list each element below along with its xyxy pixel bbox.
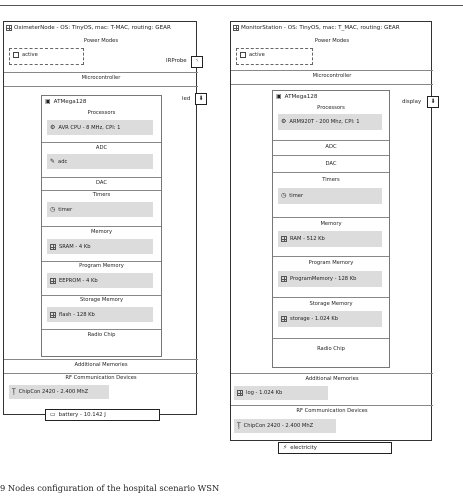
memory-label: Memory xyxy=(90,229,113,235)
power-mode-active[interactable]: active xyxy=(236,48,313,65)
microcontroller-label: Microcontroller xyxy=(81,75,121,81)
power-modes-label: Power Modes xyxy=(314,38,350,44)
divider xyxy=(273,217,389,218)
divider xyxy=(273,297,389,298)
program-memory-item[interactable]: EEPROM - 4 Kb xyxy=(47,273,153,288)
additional-memories-label: Additional Memories xyxy=(74,362,128,368)
program-memory-label: Program Memory xyxy=(308,260,354,266)
atmega-chip-box[interactable] xyxy=(272,90,390,368)
power-modes-label: Power Modes xyxy=(83,38,119,44)
checkbox-icon[interactable] xyxy=(240,52,246,58)
divider xyxy=(231,70,433,71)
memory-item[interactable]: RAM - 512 Kb xyxy=(278,231,382,247)
clock-icon: ◷ xyxy=(281,192,287,199)
memory-icon xyxy=(50,244,56,250)
rf-devices-label: RF Communication Devices xyxy=(65,375,137,381)
cpu-item[interactable]: ⚙ AVR CPU - 8 MHz, CPI: 1 xyxy=(47,120,153,135)
battery-icon: ▭ xyxy=(50,411,56,418)
divider xyxy=(273,338,389,339)
divider xyxy=(273,256,389,257)
battery-port[interactable]: ▭ battery - 10.142 J xyxy=(45,409,160,421)
memory-icon xyxy=(50,278,56,284)
divider xyxy=(42,190,161,191)
chip-title: ▣ ATMega128 xyxy=(276,93,318,100)
dac-label: DAC xyxy=(325,161,337,167)
divider xyxy=(4,86,198,87)
divider xyxy=(42,261,161,262)
arrow-down-icon: ⬇ xyxy=(198,95,204,102)
gear-icon: ⚙ xyxy=(281,118,287,125)
processors-label: Processors xyxy=(317,105,345,111)
microcontroller-label: Microcontroller xyxy=(312,73,352,79)
storage-memory-item[interactable]: storage - 1.024 Kb xyxy=(278,311,382,327)
chip-icon: ▣ xyxy=(276,93,282,100)
storage-memory-label: Storage Memory xyxy=(79,297,124,303)
divider xyxy=(273,155,389,156)
processors-label: Processors xyxy=(87,110,116,116)
antenna-icon: Ţ xyxy=(237,422,241,429)
divider xyxy=(273,140,389,141)
display-port[interactable] xyxy=(427,96,439,108)
divider xyxy=(4,359,198,360)
divider xyxy=(231,405,433,406)
monitor-station-panel[interactable] xyxy=(230,21,432,441)
atmega-chip-box[interactable] xyxy=(41,95,162,357)
divider xyxy=(4,373,198,374)
signal-icon: ◝ xyxy=(195,58,199,65)
rf-device-item[interactable]: Ţ ChipCon 2420 - 2.400 MhZ xyxy=(234,419,336,433)
node-icon xyxy=(6,25,12,31)
divider xyxy=(42,295,161,296)
divider xyxy=(42,177,161,178)
cpu-item[interactable]: ⚙ ARM920T - 200 Mhz, CPI: 1 xyxy=(278,114,382,130)
adc-label: ADC xyxy=(95,145,108,151)
figure-caption: 9 Nodes configuration of the hospital scenario WSN xyxy=(0,483,220,493)
chip-title: ▣ ATMega128 xyxy=(45,98,87,105)
additional-memories-label: Additional Memories xyxy=(305,376,359,382)
timer-item[interactable]: ◷ timer xyxy=(278,188,382,204)
oximeter-node-title: OximeterNode - OS: TinyOS, mac: T-MAC, routing: GEAR xyxy=(6,25,171,31)
irprobe-port[interactable] xyxy=(191,56,203,68)
led-port-label: led xyxy=(182,96,191,102)
memory-icon xyxy=(281,316,287,322)
memory-item[interactable]: SRAM - 4 Kb xyxy=(47,239,153,254)
power-mode-active[interactable]: active xyxy=(9,48,84,65)
memory-label: Memory xyxy=(320,221,342,227)
timers-label: Timers xyxy=(92,192,111,198)
oximeter-node-panel[interactable] xyxy=(3,21,197,415)
memory-icon xyxy=(50,312,56,318)
divider xyxy=(42,142,161,143)
chip-icon: ▣ xyxy=(45,98,51,105)
irprobe-port-label: IRProbe xyxy=(166,58,187,64)
checkbox-icon[interactable] xyxy=(13,52,19,58)
display-port-label: display xyxy=(402,99,422,105)
gear-icon: ⚙ xyxy=(50,123,56,131)
timer-item[interactable]: ◷ timer xyxy=(47,202,153,217)
additional-memory-item[interactable]: log - 1.024 Kb xyxy=(234,386,328,400)
dac-label: DAC xyxy=(96,180,107,186)
memory-icon xyxy=(237,390,243,396)
divider xyxy=(42,329,161,330)
radio-chip-label: Radio Chip xyxy=(87,332,116,338)
program-memory-label: Program Memory xyxy=(79,263,124,269)
timers-label: Timers xyxy=(322,177,340,183)
clock-icon: ◷ xyxy=(50,205,56,213)
arrow-down-icon: ⬇ xyxy=(430,98,436,105)
divider xyxy=(42,226,161,227)
storage-memory-label: Storage Memory xyxy=(309,301,353,307)
program-memory-item[interactable]: ProgramMemory - 128 Kb xyxy=(278,271,382,287)
radio-chip-label: Radio Chip xyxy=(317,346,345,352)
rf-device-item[interactable]: Ţ ChipCon 2420 - 2.400 MhZ xyxy=(9,385,109,399)
rf-devices-label: RF Communication Devices xyxy=(296,408,368,414)
page-top-rule xyxy=(0,5,463,6)
divider xyxy=(273,172,389,173)
adc-label: ADC xyxy=(325,144,337,150)
divider xyxy=(231,373,433,374)
antenna-icon: Ţ xyxy=(12,388,16,395)
node-icon xyxy=(233,25,239,31)
monitor-station-title: MonitorStation - OS: TinyOS, mac: T_MAC, routing: GEAR xyxy=(233,25,400,31)
divider xyxy=(4,72,198,73)
plug-icon: ⚡ xyxy=(283,444,288,451)
storage-memory-item[interactable]: flash - 128 Kb xyxy=(47,307,153,322)
electricity-port[interactable]: ⚡ electricity xyxy=(278,442,392,454)
divider xyxy=(231,84,433,85)
memory-icon xyxy=(281,236,287,242)
memory-icon xyxy=(281,276,287,282)
pen-icon: ✎ xyxy=(50,157,56,165)
led-port[interactable] xyxy=(195,93,207,105)
adc-item[interactable]: ✎ adc xyxy=(47,154,153,169)
